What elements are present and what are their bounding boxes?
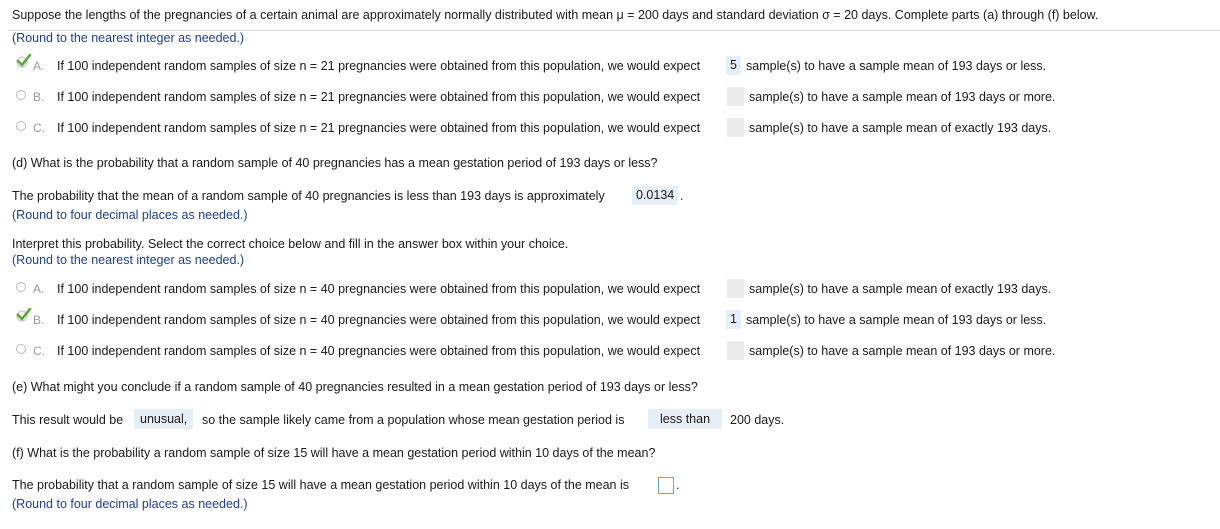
problem-statement: Suppose the lengths of the pregnancies of a certain animal are approximately normally distributed with mean μ = 200 days and standard deviation σ = 20 days. Complete parts (a) through (f) below. (12, 8, 1099, 22)
choice-text: If 100 independent random samples of size n = 40 pregnancies were obtained from this population, we would expect (57, 282, 701, 296)
answer-input-f[interactable] (658, 477, 674, 494)
choice-suffix: sample(s) to have a sample mean of 193 days or less. (746, 59, 1047, 73)
choice-letter: A. (33, 59, 45, 73)
answer-d-suffix: . (680, 189, 684, 203)
radio-button[interactable] (16, 344, 26, 354)
answer-box[interactable] (727, 118, 744, 137)
answer-e-middle: so the sample likely came from a population whose mean gestation period is (202, 413, 625, 427)
checkmark-icon (16, 308, 32, 322)
question-d: (d) What is the probability that a random sample of 40 pregnancies has a mean gestation period of 193 days or less? (12, 156, 658, 170)
radio-button[interactable] (16, 90, 26, 100)
interpret-instruction: Interpret this probability. Select the correct choice below and fill in the answer box within your choice. (12, 237, 569, 251)
question-f: (f) What is the probability a random sample of size 15 will have a mean gestation period within 10 days of the mean? (12, 446, 656, 460)
round-hint-c: (Round to the nearest integer as needed.) (12, 31, 245, 45)
choice-text: If 100 independent random samples of size n = 21 pregnancies were obtained from this population, we would expect (57, 59, 701, 73)
answer-f-prefix: The probability that a random sample of size 15 will have a mean gestation period within 10 days of the mean is (12, 478, 630, 492)
answer-box-d[interactable]: 0.0134 (632, 186, 678, 205)
choice-suffix: sample(s) to have a sample mean of 193 days or more. (749, 344, 1056, 358)
answer-box[interactable] (727, 279, 744, 298)
round-hint-f: (Round to four decimal places as needed.) (12, 497, 248, 511)
answer-d-text: The probability that the mean of a random sample of 40 pregnancies is less than 193 days is approximately (12, 189, 605, 203)
checkmark-icon (16, 54, 32, 68)
answer-e-prefix: This result would be (12, 413, 124, 427)
dropdown-answer-1[interactable]: unusual, (134, 409, 193, 429)
round-hint-interpret: (Round to the nearest integer as needed.) (12, 253, 245, 267)
choice-letter: A. (33, 282, 45, 296)
answer-box[interactable]: 5 (726, 56, 741, 75)
choice-letter: B. (33, 313, 45, 327)
answer-box[interactable] (727, 341, 744, 360)
choice-letter: C. (33, 344, 45, 358)
answer-box[interactable] (727, 87, 744, 106)
choice-text: If 100 independent random samples of size n = 40 pregnancies were obtained from this population, we would expect (57, 313, 701, 327)
choice-text: If 100 independent random samples of size n = 21 pregnancies were obtained from this population, we would expect (57, 121, 701, 135)
round-hint-d: (Round to four decimal places as needed.) (12, 208, 248, 222)
choice-suffix: sample(s) to have a sample mean of 193 days or more. (749, 90, 1056, 104)
choice-text: If 100 independent random samples of size n = 40 pregnancies were obtained from this population, we would expect (57, 344, 701, 358)
choice-suffix: sample(s) to have a sample mean of 193 days or less. (746, 313, 1047, 327)
question-e: (e) What might you conclude if a random sample of 40 pregnancies resulted in a mean gestation period of 193 days or less? (12, 380, 698, 394)
answer-f-suffix: . (676, 478, 680, 492)
radio-button[interactable] (16, 121, 26, 131)
radio-button[interactable] (16, 282, 26, 292)
choice-text: If 100 independent random samples of size n = 21 pregnancies were obtained from this population, we would expect (57, 90, 701, 104)
choice-suffix: sample(s) to have a sample mean of exactly 193 days. (749, 121, 1052, 135)
dropdown-answer-2[interactable]: less than (648, 409, 722, 429)
answer-box[interactable]: 1 (726, 310, 741, 329)
choice-letter: C. (33, 121, 45, 135)
choice-letter: B. (33, 90, 45, 104)
answer-e-suffix: 200 days. (730, 413, 785, 427)
choice-suffix: sample(s) to have a sample mean of exactly 193 days. (749, 282, 1052, 296)
